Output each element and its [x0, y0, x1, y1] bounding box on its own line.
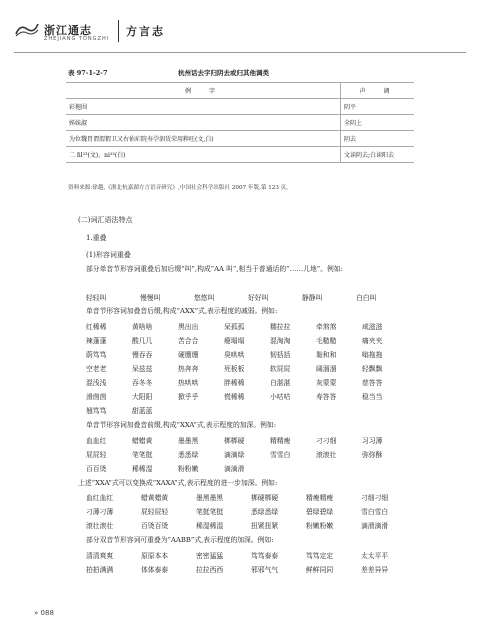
example-word: 甜蓝蓝: [132, 407, 153, 415]
col-header-example: 例 字: [66, 83, 341, 99]
example-word: 硬绷绷: [178, 351, 199, 359]
example-word: 毛糙糙: [316, 337, 337, 345]
example-word: 墨黑墨黑: [196, 494, 224, 502]
example-word: 黑出出: [178, 323, 199, 331]
example-word: 轻轻叫: [86, 294, 107, 302]
table-cell: 文读阴去;白读阳去: [341, 147, 415, 163]
double-chevron-icon: »: [34, 609, 39, 617]
example-row: [86, 391, 416, 405]
example-word: 阔溜溜: [316, 365, 337, 373]
example-word: 白湛湛: [270, 379, 291, 387]
example-word: 滑茵茵: [86, 393, 107, 401]
example-word: 红稀稀: [86, 323, 107, 331]
table-cell: 二 ɦl²³(文)、ni²³(白): [66, 147, 341, 163]
paragraph: 单音节形容词加叠音前缀,构成“XXA”式,表示程度的加深。例如:: [86, 421, 277, 429]
example-word: 牵煞煞: [316, 323, 337, 331]
table-row: [66, 131, 414, 147]
example-word: 嗡拖拖: [362, 351, 383, 359]
example-word: 臭哄哄: [224, 351, 245, 359]
example-word: 雪白雪白: [361, 508, 389, 516]
example-row: [86, 564, 416, 578]
example-word: 慢慢叫: [140, 294, 161, 302]
paragraph: 上述“XXA”式可以变换成“XAXA”式,表示程度的进一步加深。例如:: [78, 479, 278, 487]
example-word: 慈答答: [362, 379, 383, 387]
example-word: 好好叫: [248, 294, 269, 302]
paragraph: 部分双音节形容词可重叠为“AABB”式,表示程度的加深。例如:: [86, 536, 274, 544]
header-rule: [14, 52, 466, 53]
example-word: 混浅浅: [86, 379, 107, 387]
example-word: 稳当当: [362, 393, 383, 401]
page-footer: [34, 609, 54, 617]
example-row: [86, 405, 416, 419]
example-word: 稀稀湿: [132, 465, 153, 473]
tone-table: [66, 82, 414, 163]
example-row: [86, 463, 416, 477]
example-row: [86, 506, 416, 520]
example-word: 酸几几: [132, 337, 153, 345]
example-word: 死板板: [224, 365, 245, 373]
example-word: 韧括括: [270, 351, 291, 359]
example-word: 血红血红: [86, 494, 114, 502]
example-word: 笃笃泰泰: [251, 552, 279, 560]
example-grid-5: [86, 550, 416, 578]
page-number: 088: [40, 609, 54, 617]
example-word: 刁细刁细: [361, 494, 389, 502]
example-word: 呆兹兹: [132, 365, 153, 373]
table-cell: 阴平: [341, 99, 415, 115]
example-word: 弥弥酥: [362, 451, 383, 459]
example-word: 邪邪气气: [251, 566, 279, 574]
example-row: [86, 449, 416, 463]
zhejiang-tongzhi-logo-icon: [14, 20, 40, 38]
table-header-row: [66, 83, 414, 99]
example-word: 慢吞吞: [132, 351, 153, 359]
table-cell: 姊妹淑: [66, 115, 341, 131]
example-grid-3: [86, 435, 416, 477]
example-word: 蔚笃笃: [86, 351, 107, 359]
table-cell: 阴去: [341, 131, 415, 147]
example-grid-4: [86, 492, 416, 534]
example-word: 痛夹夹: [362, 337, 383, 345]
page-header: [14, 14, 466, 56]
example-row: [86, 349, 416, 363]
brand-subtitle: ZHEJIANG TONGZHI: [44, 36, 110, 42]
paragraph: 单音节形容词加叠音后缀,构成“AXX”式,表示程度的减弱。例如:: [86, 307, 278, 315]
example-word: 黏和和: [316, 351, 337, 359]
example-word: 粉粉嫩: [178, 465, 199, 473]
example-word: 笔挺笔挺: [196, 508, 224, 516]
example-word: 小咕咕: [270, 393, 291, 401]
example-grid-2: [86, 321, 416, 419]
example-row: [86, 363, 416, 377]
example-word: 屁屁轻: [86, 451, 107, 459]
example-word: 悉绿悉绿: [251, 508, 279, 516]
example-word: 刁薄刁薄: [86, 508, 114, 516]
example-row: [86, 520, 416, 534]
example-word: 蜡蜡黄: [132, 437, 153, 445]
example-word: 辣蓬蓬: [86, 337, 107, 345]
example-word: 拉拉西西: [196, 566, 224, 574]
table-source-note: 资料来源:徐越,《浙北杭嘉湖方言语音研究》,中国社会科学出版社 2007 年版,第 123 页。: [68, 185, 292, 191]
example-word: 精瘦精瘦: [306, 494, 334, 502]
table-number: 表 97-1-2-7: [68, 69, 108, 77]
example-word: 滴滑滴滑: [361, 522, 389, 530]
example-word: 精精瘦: [270, 437, 291, 445]
example-word: 寿答答: [316, 393, 337, 401]
example-word: 瘪塌塌: [224, 337, 245, 345]
example-word: 密密猛猛: [196, 552, 224, 560]
table-title: 杭州话去字归阴去或归其他调类: [178, 69, 269, 77]
example-word: 热奔奔: [178, 365, 199, 373]
subsection-heading: 1.重叠: [86, 234, 107, 242]
example-word: 黄啥啥: [132, 323, 153, 331]
example-word: 墨墨黑: [178, 437, 199, 445]
example-word: 胖稀稀: [224, 379, 245, 387]
example-word: 血血红: [86, 437, 107, 445]
table-row: [66, 147, 414, 163]
table-row: [66, 99, 414, 115]
example-word: 雪雪白: [270, 451, 291, 459]
example-word: 灰蒙蒙: [316, 379, 337, 387]
table-cell: 全阴上: [341, 115, 415, 131]
example-grid-1: [86, 292, 416, 306]
example-word: 屁轻屁轻: [141, 508, 169, 516]
example-row: [86, 377, 416, 391]
example-word: 滴滴绿: [224, 451, 245, 459]
example-word: 混淘淘: [270, 337, 291, 345]
example-word: 拍拍满满: [86, 566, 114, 574]
example-word: 轻飘飘: [362, 365, 383, 373]
example-word: 差差异异: [361, 566, 389, 574]
example-word: 软屁屁: [270, 365, 291, 373]
example-word: 百百烫: [86, 465, 107, 473]
example-word: 白白叫: [356, 294, 377, 302]
example-word: 呆孤孤: [224, 323, 245, 331]
example-word: 悉悉绿: [178, 451, 199, 459]
example-word: 悠悠叫: [194, 294, 215, 302]
brand-title: 浙江通志: [44, 24, 92, 37]
example-word: 蜡黄蜡黄: [141, 494, 169, 502]
section-heading: (二)词汇语法特点: [78, 216, 133, 224]
example-word: 笃笃定定: [306, 552, 334, 560]
example-word: 苦合合: [178, 337, 199, 345]
example-word: 粉嫩粉嫩: [306, 522, 334, 530]
example-word: 百烫百烫: [141, 522, 169, 530]
example-word: 滴滴滑: [224, 465, 245, 473]
example-row: [86, 435, 416, 449]
header-divider: [118, 20, 119, 42]
example-word: 体体泰泰: [141, 566, 169, 574]
table-cell: 为位魏胃谓渭猬卫又右佑疟院寿孕泅赁荣用粹旺(文,白): [66, 131, 341, 147]
example-word: 梆硬梆硬: [251, 494, 279, 502]
example-word: 大阳阳: [132, 393, 153, 401]
example-row: [86, 321, 416, 335]
example-word: 吞冬冬: [132, 379, 153, 387]
example-word: 太太平平: [361, 552, 389, 560]
example-word: 糯拉拉: [270, 323, 291, 331]
subsection-heading: (1)形容词重叠: [86, 251, 131, 259]
paragraph: 部分单音节形容词重叠后加后缀“叫”,构成“AA 叫”,相当于普通话的“……儿地”。例如:: [86, 265, 343, 273]
section-title: 方言志: [126, 25, 165, 38]
example-word: 滚滚壮: [316, 451, 337, 459]
table-row: [66, 115, 414, 131]
example-row: [86, 292, 416, 306]
example-row: [86, 335, 416, 349]
example-row: [86, 550, 416, 564]
example-word: 碧绿碧绿: [306, 508, 334, 516]
example-word: 静静叫: [302, 294, 323, 302]
example-word: 原原本本: [141, 552, 169, 560]
example-word: 笔笔挺: [132, 451, 153, 459]
table-cell: 彩拖围: [66, 99, 341, 115]
example-word: 清清爽爽: [86, 552, 114, 560]
col-header-tone: 声 调: [341, 83, 415, 99]
example-word: 翘笃笃: [86, 407, 107, 415]
example-word: 刁刁细: [316, 437, 337, 445]
example-word: 热哄哄: [178, 379, 199, 387]
example-word: 习习薄: [362, 437, 383, 445]
example-word: 滚壮滚壮: [86, 522, 114, 530]
example-word: 咸滋滋: [362, 323, 383, 331]
example-word: 鲜鲜同同: [306, 566, 334, 574]
example-word: 慌稀稀: [224, 393, 245, 401]
example-word: 稀湿稀湿: [196, 522, 224, 530]
example-word: 梆梆硬: [224, 437, 245, 445]
example-word: 扭紧扭紧: [251, 522, 279, 530]
example-row: [86, 492, 416, 506]
example-word: 空老老: [86, 365, 107, 373]
example-word: 掀乎乎: [178, 393, 199, 401]
